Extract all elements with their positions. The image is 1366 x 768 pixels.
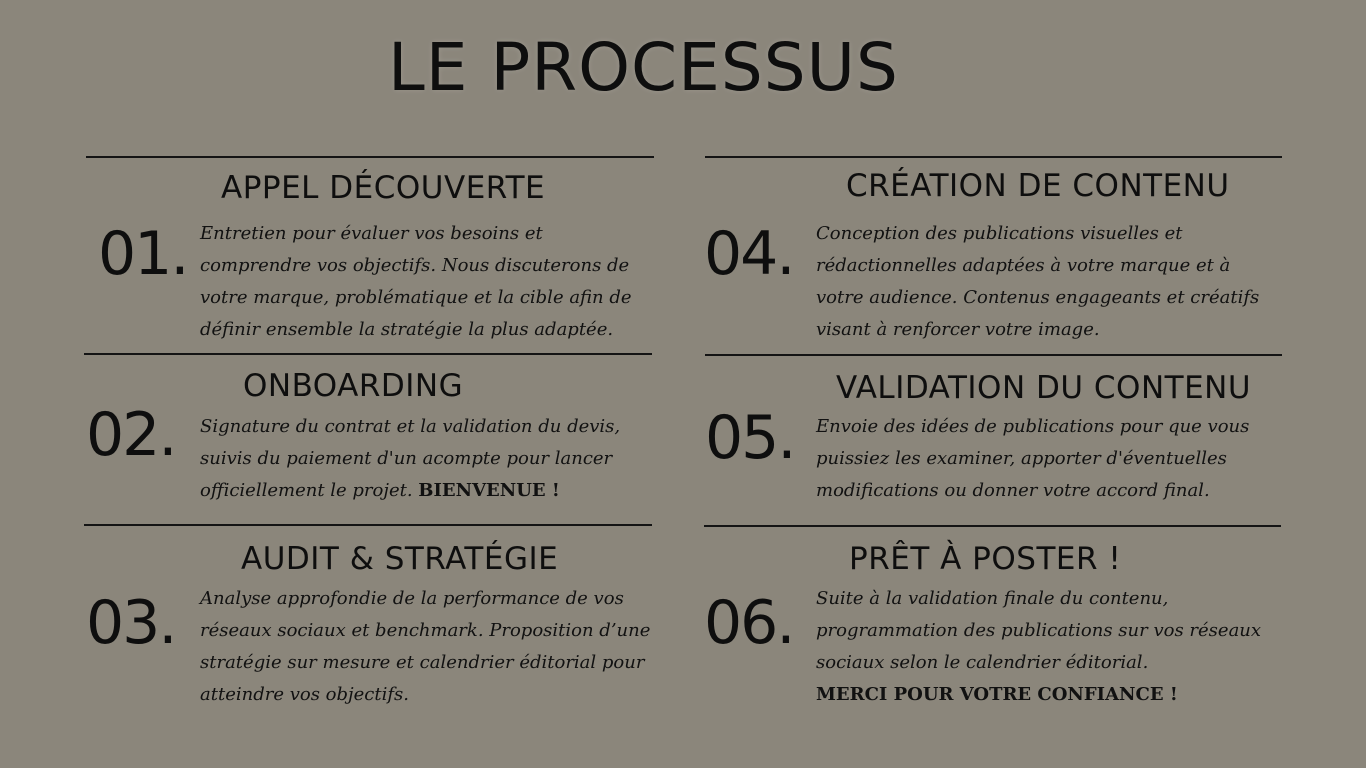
- step-06-description: [816, 583, 1286, 711]
- step-05-number: 05.: [705, 403, 795, 473]
- step-03-number: 03.: [86, 588, 176, 658]
- step-05-description: [816, 411, 1282, 507]
- divider-step-06: [704, 525, 1281, 527]
- step-03-description: [200, 583, 652, 711]
- divider-step-03: [84, 524, 652, 526]
- step-06-number: 06.: [704, 588, 794, 658]
- step-02-heading: ONBOARDING: [243, 368, 464, 404]
- step-04-heading: CRÉATION DE CONTENU: [846, 168, 1230, 204]
- step-01-description: [200, 218, 652, 346]
- step-05-heading: VALIDATION DU CONTENU: [836, 370, 1252, 406]
- step-02-text: Signature du contrat et la validation du devis, suivis du paiement d'un acompte pour lancer officiellement le projet.: [200, 416, 621, 501]
- step-03-heading: AUDIT & STRATÉGIE: [241, 541, 559, 577]
- step-02-emphasis: BIENVENUE !: [418, 480, 560, 501]
- step-04-number: 04.: [704, 219, 794, 289]
- step-04-description: [816, 218, 1282, 346]
- step-01-text: Entretien pour évaluer vos besoins et comprendre vos objectifs. Nous discuterons de votre marque, problématique et la cible afin de définir ensemble la stratégie la plus adaptée.: [200, 223, 632, 340]
- divider-step-02: [84, 353, 652, 355]
- step-02-number: 02.: [86, 400, 176, 470]
- step-01-number: 01.: [98, 219, 188, 289]
- step-06-text: Suite à la validation finale du contenu, programmation des publications sur vos réseaux sociaux selon le calendrier éditorial.: [816, 588, 1262, 673]
- divider-step-04: [705, 156, 1282, 158]
- step-03-text: Analyse approfondie de la performance de vos réseaux sociaux et benchmark. Proposition d’une stratégie sur mesure et calendrier éditorial pour atteindre vos objectifs.: [200, 588, 651, 705]
- step-01-heading: APPEL DÉCOUVERTE: [221, 170, 546, 206]
- divider-step-01: [86, 156, 654, 158]
- step-04-text: Conception des publications visuelles et rédactionnelles adaptées à votre marque et à votre audience. Contenus engageants et créatifs visant à renforcer votre image.: [816, 223, 1260, 340]
- step-06-heading: PRÊT À POSTER !: [849, 541, 1122, 577]
- step-02-description: [200, 411, 652, 507]
- page-title: LE PROCESSUS: [388, 29, 899, 106]
- step-06-emphasis: MERCI POUR VOTRE CONFIANCE !: [816, 684, 1178, 705]
- step-05-text: Envoie des idées de publications pour que vous puissiez les examiner, apporter d'éventuelles modifications ou donner votre accord final.: [816, 416, 1250, 501]
- divider-step-05: [705, 354, 1282, 356]
